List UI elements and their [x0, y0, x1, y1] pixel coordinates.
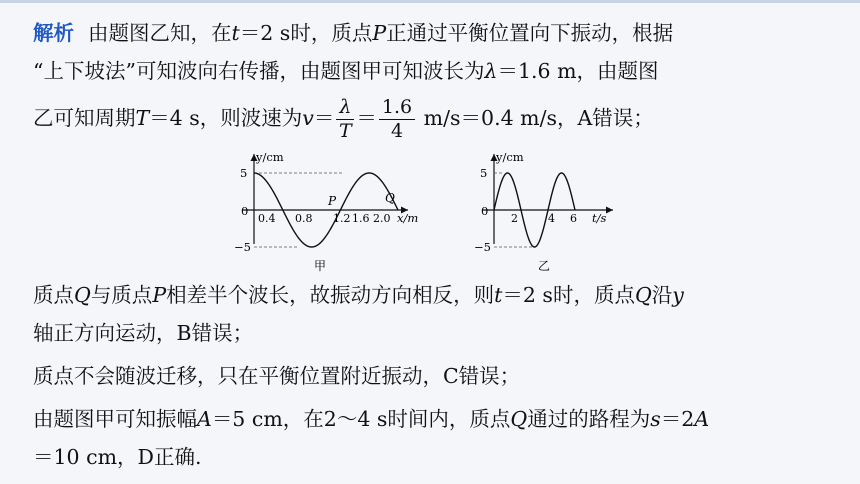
text-line-7: [33, 400, 833, 438]
var-q: Q: [74, 283, 91, 307]
text-line-5: [33, 314, 833, 352]
analysis-label: 解析: [33, 21, 74, 45]
text-line-4: [33, 276, 833, 314]
var-lambda: λ: [484, 59, 498, 83]
text: ＝: [313, 106, 335, 130]
text-line-2: [33, 52, 833, 90]
y-axis-label: y/cm: [256, 150, 284, 164]
top-accent-bar: [0, 0, 860, 3]
x-axis-label: t/s: [592, 211, 607, 225]
text: ＝: [356, 106, 377, 130]
fraction-lambda-over-T: [336, 98, 354, 141]
text: ＝5 cm，在2～4 s时间内，质点: [211, 407, 511, 431]
vibration-graph-yi: [468, 148, 618, 278]
var-t: t: [494, 283, 503, 307]
text: ＝2 s时，质点: [239, 21, 373, 45]
text: 相差半个波长，故振动方向相反，则: [166, 283, 495, 307]
text: 与质点: [90, 283, 153, 307]
origin-label: 0: [481, 204, 489, 218]
var-s: s: [650, 407, 661, 431]
x-tick: 6: [570, 212, 577, 225]
frac-numerator: 1.6: [379, 98, 415, 120]
point-p-label: P: [328, 194, 337, 208]
text: ＝2: [660, 407, 695, 431]
text: ＝1.6 m，由题图: [497, 59, 659, 83]
text: 沿: [651, 283, 673, 307]
text: 通过的路程为: [527, 407, 651, 431]
frac-denominator: T: [339, 120, 352, 142]
x-axis-label: x/m: [397, 211, 419, 225]
y-axis-label: y/cm: [496, 150, 524, 164]
y-tick-5: 5: [480, 166, 488, 180]
x-tick: 0.4: [258, 212, 276, 225]
var-A: A: [197, 407, 212, 431]
fraction-values: [379, 98, 415, 141]
x-tick: 2: [511, 212, 518, 225]
text: 质点不会随波迁移，只在平衡位置附近振动，C错误；: [33, 364, 521, 388]
var-p: P: [372, 21, 387, 45]
var-q: Q: [510, 407, 528, 431]
text: 由题图甲可知振幅: [33, 407, 197, 431]
var-A: A: [694, 407, 710, 431]
var-p: P: [152, 283, 167, 307]
y-tick-5: 5: [240, 166, 248, 180]
var-y: y: [672, 283, 684, 307]
text: m/s＝0.4 m/s，A错误；: [417, 106, 654, 130]
text: “上下坡法”可知波向右传播，由题图甲可知波长为: [33, 59, 485, 83]
text: ＝2 s时，质点: [502, 283, 635, 307]
figure-caption-yi: 乙: [538, 259, 551, 273]
point-q-label: Q: [385, 191, 395, 205]
origin-label: 0: [241, 204, 249, 218]
x-tick: 1.6: [352, 212, 370, 225]
x-tick: 4: [548, 212, 555, 225]
text-line-8: [33, 438, 833, 476]
text-line-6: [33, 357, 833, 395]
text: 由题图乙知，在: [88, 21, 232, 45]
x-tick: 2.0: [373, 212, 391, 225]
text: 轴正方向运动，B错误；: [33, 321, 254, 345]
figure-caption-jia: 甲: [314, 259, 327, 273]
text-line-3: [33, 98, 833, 141]
var-t: t: [231, 21, 240, 45]
text: 质点: [33, 283, 74, 307]
y-tick-neg5: −5: [234, 240, 251, 254]
text: ＝4 s，则波速为: [149, 106, 303, 130]
text: 正通过平衡位置向下振动，根据: [386, 21, 674, 45]
var-T: T: [135, 106, 150, 130]
text-line-1: [33, 14, 833, 52]
x-tick: 0.8: [295, 212, 313, 225]
frac-denominator: 4: [390, 120, 404, 142]
frac-numerator: λ: [336, 98, 354, 120]
x-tick: 1.2: [333, 212, 351, 225]
text: 乙可知周期: [33, 106, 136, 130]
var-v: v: [302, 106, 314, 130]
text: ＝10 cm，D正确.: [33, 445, 202, 469]
y-tick-neg5: −5: [474, 240, 491, 254]
wave-graph-jia: [232, 148, 432, 278]
var-q: Q: [634, 283, 652, 307]
